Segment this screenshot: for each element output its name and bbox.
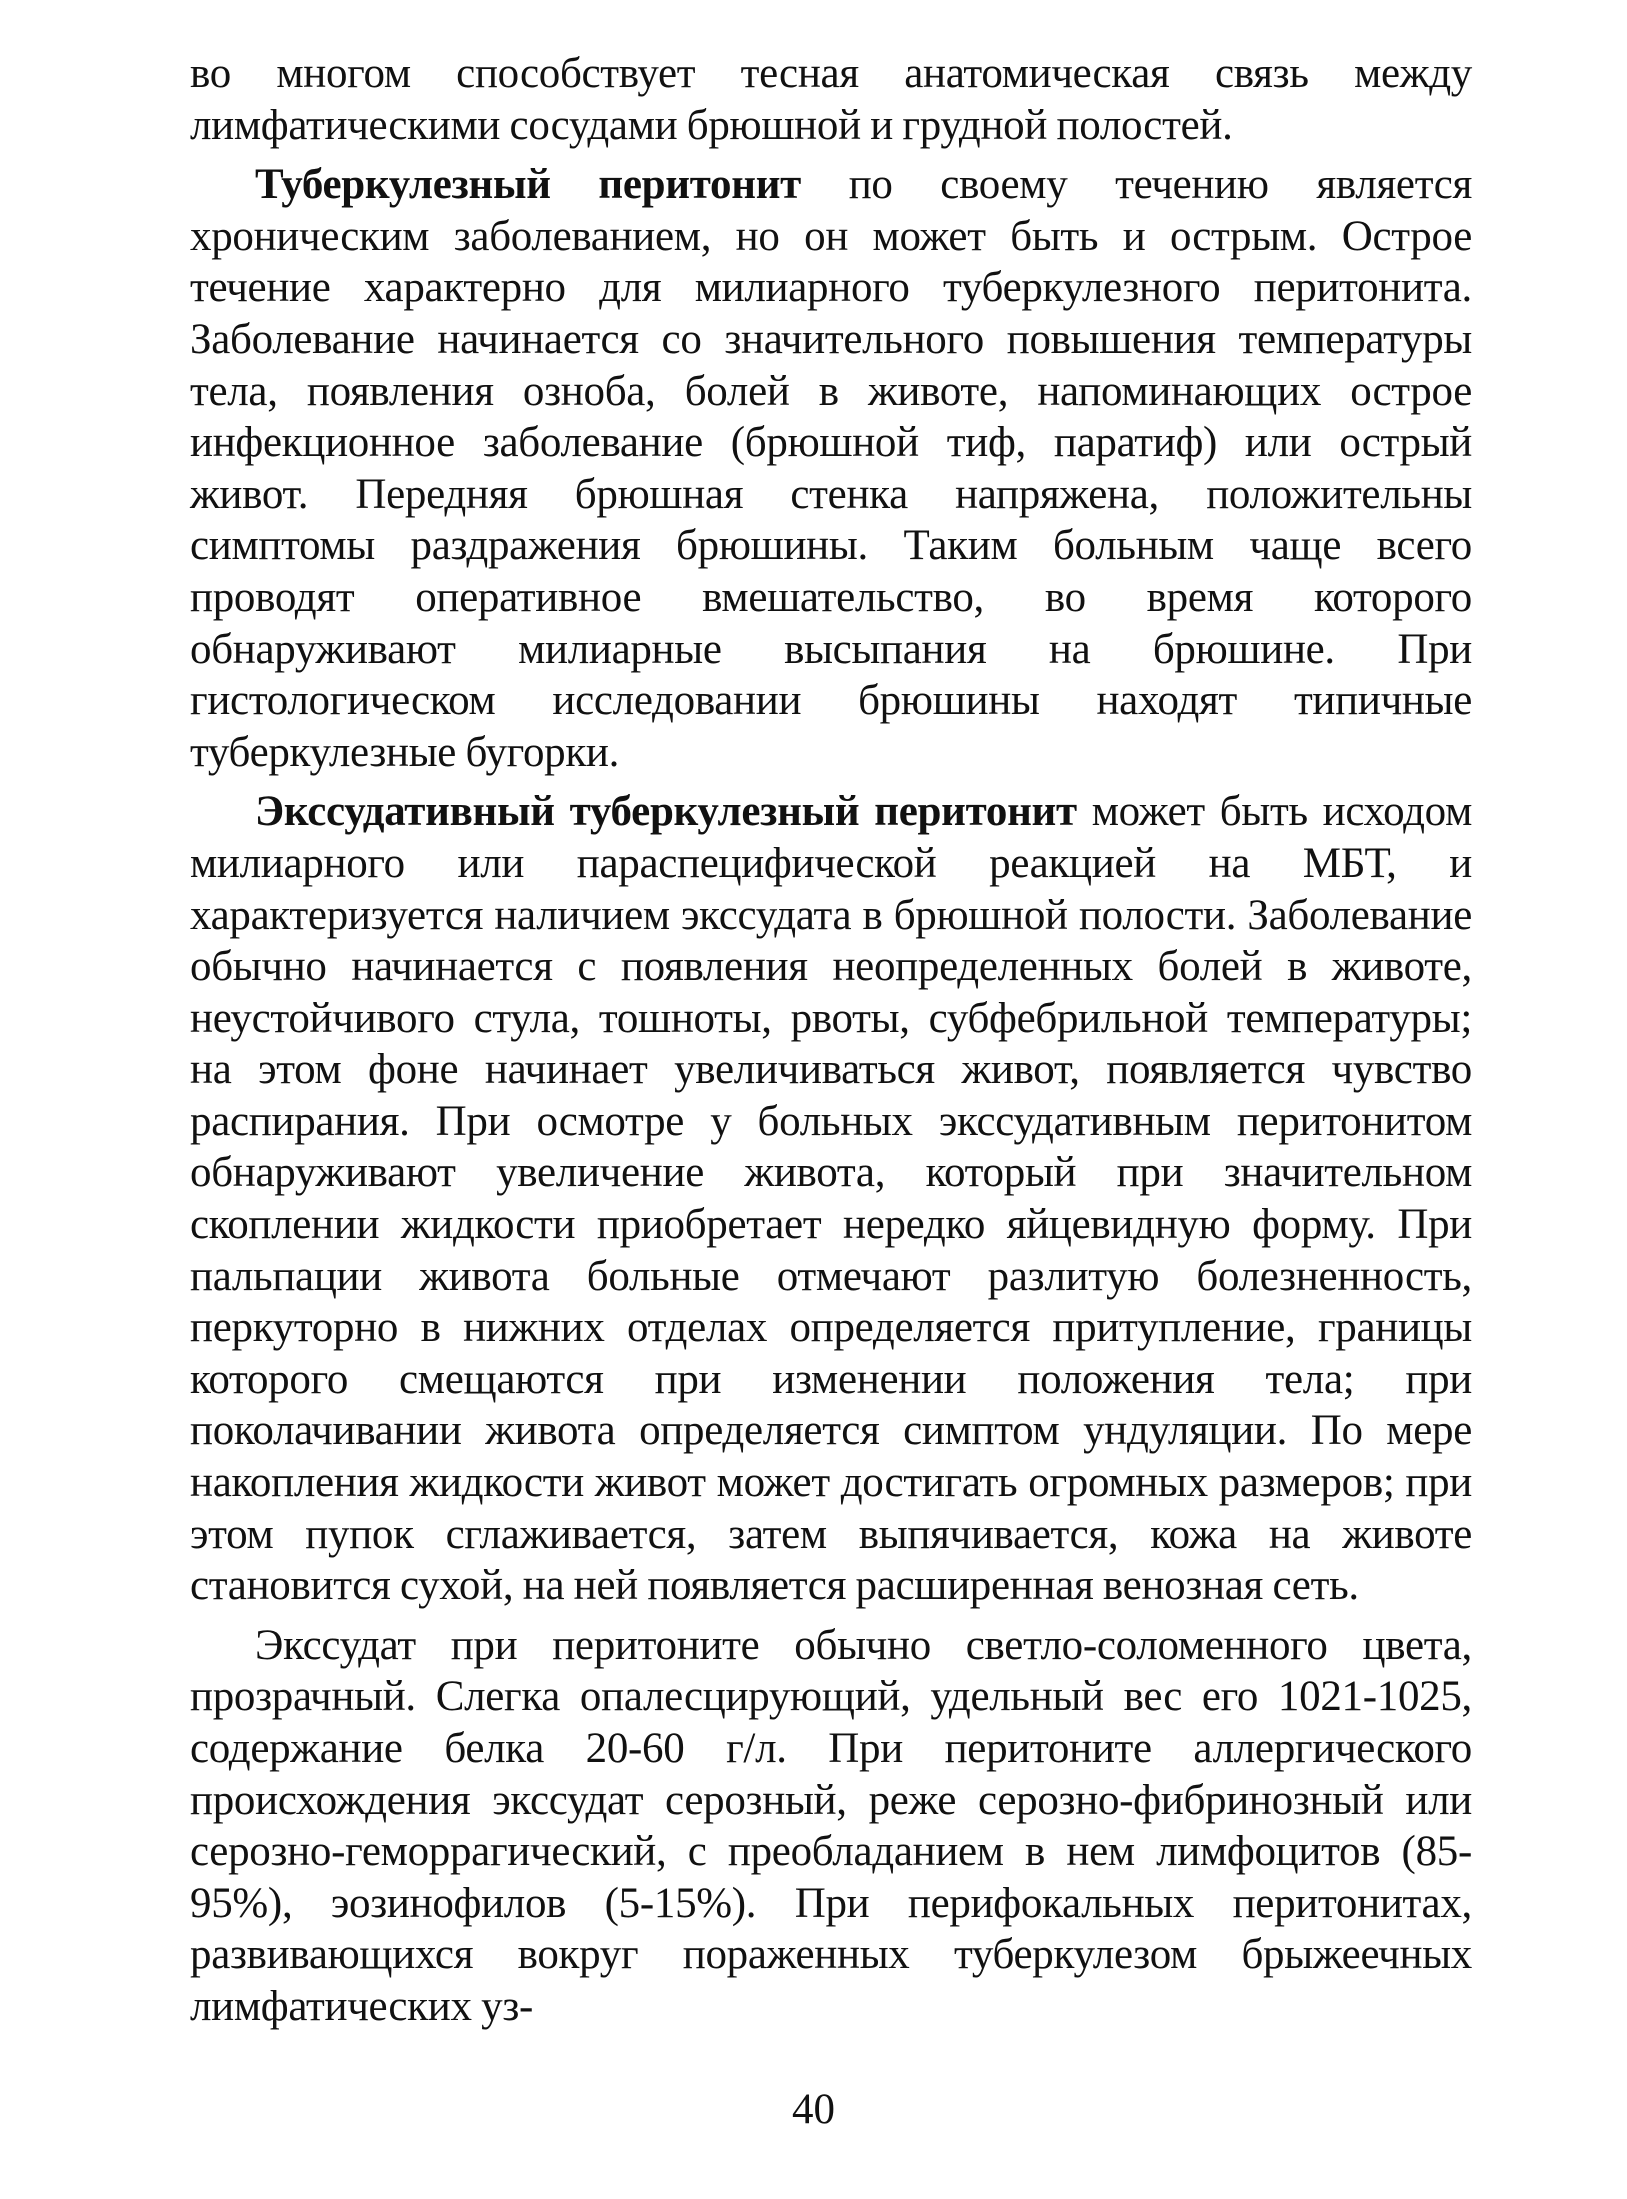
paragraph-text: Экссудат при перитоните обычно светло-соломенного цвета, прозрачный. Слегка опалесцирующий, удельный вес его 1021-1025, содержание белка 20-60 г/л. При перитоните аллергического происхождения экссудат серозный, реже серозно-фибринозный или серозно-геморрагический, с преобладанием в нем лимфоцитов (85-95%), эозинофилов (5-15%). При перифокальных перитонитах, развивающихся вокруг пораженных туберкулезом брыжеечных лимфатических уз-	[190, 1621, 1472, 2030]
paragraph-exudative-peritonitis	[190, 786, 1472, 1612]
page-number: 40	[792, 2086, 835, 2133]
paragraph-exudate	[190, 1620, 1472, 2033]
term-heading: Туберкулезный перитонит	[255, 161, 801, 209]
paragraph-tuberculous-peritonitis	[190, 159, 1472, 778]
term-heading: Экссудативный туберкулезный перитонит	[255, 788, 1077, 836]
paragraph-continuation	[190, 48, 1472, 151]
paragraph-text: во многом способствует тесная анатомическая связь между лимфатическими сосудами брюшной и грудной полостей.	[190, 50, 1472, 149]
paragraph-text: по своему течению является хроническим заболеванием, но он может быть и острым. Острое течение характерно для милиарного туберкулезного перитонита. Заболевание начинается со значительного повышения температуры тела, появления озноба, болей в животе, напоминающих острое инфекционное заболевание (брюшной тиф, паратиф) или острый живот. Передняя брюшная стенка напряжена, положительны симптомы раздражения брюшины. Таким больным чаще всего проводят оперативное вмешательство, во время которого обнаруживают милиарные высыпания на брюшине. При гистологическом исследовании брюшины находят типичные туберкулезные бугорки.	[190, 161, 1472, 776]
page-body	[190, 48, 1472, 2033]
paragraph-text: может быть исходом милиарного или параспецифической реакцией на МБТ, и характеризуется наличием экссудата в брюшной полости. Заболевание обычно начинается с появления неопределенных болей в животе, неустойчивого стула, тошноты, рвоты, субфебрильной температуры; на этом фоне начинает увеличиваться живот, появляется чувство распирания. При осмотре у больных экссудативным перитонитом обнаруживают увеличение живота, который при значительном скоплении жидкости приобретает нередко яйцевидную форму. При пальпации живота больные отмечают разлитую болезненность, перкуторно в нижних отделах определяется притупление, границы которого смещаются при изменении положения тела; при поколачивании живота определяется симптом ундуляции. По мере накопления жидкости живот может достигать огромных размеров; при этом пупок сглаживается, затем выпячивается, кожа на животе становится сухой, на ней появляется расширенная венозная сеть.	[190, 788, 1472, 1610]
